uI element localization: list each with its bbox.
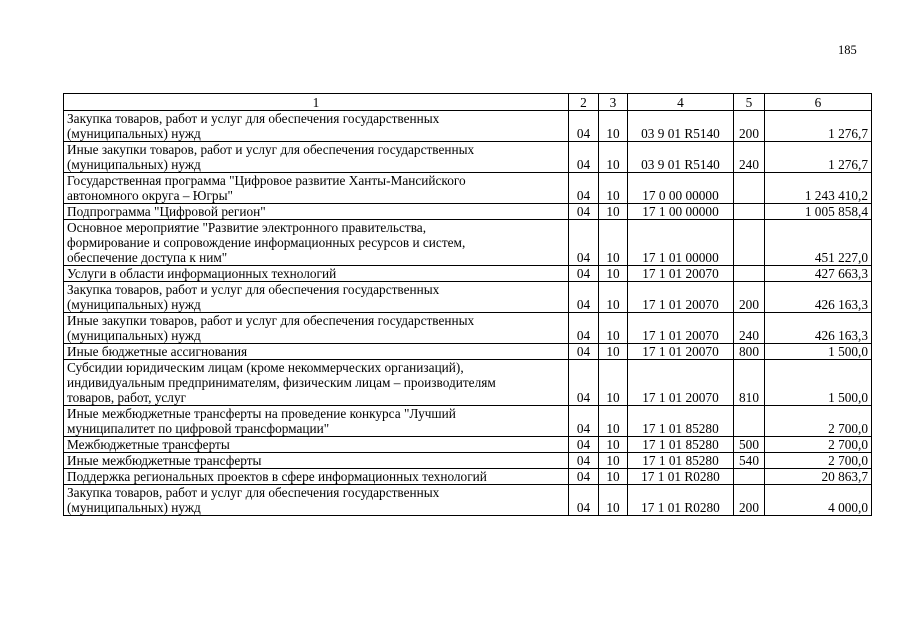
description-line: Закупка товаров, работ и услуг для обеспечения государственных [67, 282, 440, 297]
description-line: Иные межбюджетные трансферты [67, 453, 262, 468]
section-code: 04 [569, 204, 599, 220]
target-article-code: 17 1 01 20070 [628, 313, 734, 344]
target-article-code: 17 1 01 85280 [628, 437, 734, 453]
table-row [64, 142, 872, 173]
section-code: 04 [569, 266, 599, 282]
description-line: Межбюджетные трансферты [67, 437, 230, 452]
amount-value: 1 276,7 [765, 111, 872, 142]
row-description [64, 437, 569, 453]
description-line: Иные межбюджетные трансферты на проведение конкурса "Лучший [67, 406, 456, 421]
expense-type-code: 200 [734, 485, 765, 516]
table-row [64, 453, 872, 469]
section-code: 04 [569, 111, 599, 142]
expense-type-code [734, 220, 765, 266]
description-line: (муниципальных) нужд [67, 500, 201, 515]
description-line: (муниципальных) нужд [67, 126, 201, 141]
subsection-code: 10 [599, 453, 628, 469]
target-article-code: 17 1 01 20070 [628, 360, 734, 406]
target-article-code: 17 1 01 R0280 [628, 469, 734, 485]
expense-type-code [734, 266, 765, 282]
expense-type-code [734, 204, 765, 220]
row-description [64, 173, 569, 204]
table-row [64, 360, 872, 406]
subsection-code: 10 [599, 220, 628, 266]
table-row [64, 173, 872, 204]
row-description [64, 111, 569, 142]
section-code: 04 [569, 469, 599, 485]
table-row [64, 406, 872, 437]
row-description [64, 344, 569, 360]
subsection-code: 10 [599, 406, 628, 437]
row-description [64, 485, 569, 516]
section-code: 04 [569, 142, 599, 173]
subsection-code: 10 [599, 204, 628, 220]
amount-value: 427 663,3 [765, 266, 872, 282]
amount-value: 2 700,0 [765, 437, 872, 453]
subsection-code: 10 [599, 282, 628, 313]
subsection-code: 10 [599, 437, 628, 453]
amount-value: 1 500,0 [765, 344, 872, 360]
section-code: 04 [569, 282, 599, 313]
column-header: 5 [734, 94, 765, 111]
table-header-row [64, 94, 872, 111]
expense-type-code [734, 173, 765, 204]
target-article-code: 17 1 01 00000 [628, 220, 734, 266]
table-row [64, 469, 872, 485]
expense-type-code: 240 [734, 313, 765, 344]
description-line: формирование и сопровождение информационных ресурсов и систем, [67, 235, 466, 250]
amount-value: 4 000,0 [765, 485, 872, 516]
amount-value: 426 163,3 [765, 313, 872, 344]
table-row [64, 485, 872, 516]
description-line: обеспечение доступа к ним" [67, 250, 228, 265]
description-line: Субсидии юридическим лицам (кроме некоммерческих организаций), [67, 360, 464, 375]
column-header: 2 [569, 94, 599, 111]
table-row [64, 313, 872, 344]
subsection-code: 10 [599, 111, 628, 142]
row-description [64, 142, 569, 173]
table-row [64, 282, 872, 313]
column-header: 6 [765, 94, 872, 111]
description-line: Государственная программа "Цифровое развитие Ханты-Мансийского [67, 173, 466, 188]
expense-type-code: 800 [734, 344, 765, 360]
subsection-code: 10 [599, 360, 628, 406]
description-line: Основное мероприятие "Развитие электронного правительства, [67, 220, 427, 235]
target-article-code: 03 9 01 R5140 [628, 111, 734, 142]
section-code: 04 [569, 220, 599, 266]
target-article-code: 17 0 00 00000 [628, 173, 734, 204]
subsection-code: 10 [599, 485, 628, 516]
table-row [64, 111, 872, 142]
amount-value: 1 005 858,4 [765, 204, 872, 220]
row-description [64, 266, 569, 282]
description-line: Поддержка региональных проектов в сфере информационных технологий [67, 469, 487, 484]
section-code: 04 [569, 485, 599, 516]
expense-type-code: 500 [734, 437, 765, 453]
amount-value: 1 276,7 [765, 142, 872, 173]
description-line: Закупка товаров, работ и услуг для обеспечения государственных [67, 485, 440, 500]
target-article-code: 17 1 00 00000 [628, 204, 734, 220]
description-line: муниципалитет по цифровой трансформации" [67, 421, 330, 436]
description-line: Иные закупки товаров, работ и услуг для обеспечения государственных [67, 142, 475, 157]
target-article-code: 17 1 01 85280 [628, 453, 734, 469]
expense-type-code [734, 406, 765, 437]
table-row [64, 220, 872, 266]
amount-value: 2 700,0 [765, 453, 872, 469]
amount-value: 451 227,0 [765, 220, 872, 266]
description-line: (муниципальных) нужд [67, 157, 201, 172]
row-description [64, 313, 569, 344]
page-number: 185 [838, 43, 857, 57]
table-row [64, 266, 872, 282]
description-line: индивидуальным предпринимателям, физическим лицам – производителям [67, 375, 496, 390]
subsection-code: 10 [599, 266, 628, 282]
subsection-code: 10 [599, 142, 628, 173]
amount-value: 20 863,7 [765, 469, 872, 485]
description-line: Подпрограмма "Цифровой регион" [67, 204, 266, 219]
subsection-code: 10 [599, 344, 628, 360]
expense-type-code: 810 [734, 360, 765, 406]
row-description [64, 406, 569, 437]
target-article-code: 17 1 01 20070 [628, 266, 734, 282]
section-code: 04 [569, 173, 599, 204]
section-code: 04 [569, 437, 599, 453]
expense-type-code: 200 [734, 282, 765, 313]
description-line: Иные закупки товаров, работ и услуг для обеспечения государственных [67, 313, 475, 328]
target-article-code: 17 1 01 20070 [628, 344, 734, 360]
target-article-code: 03 9 01 R5140 [628, 142, 734, 173]
expense-type-code: 240 [734, 142, 765, 173]
section-code: 04 [569, 360, 599, 406]
row-description [64, 220, 569, 266]
column-header: 4 [628, 94, 734, 111]
section-code: 04 [569, 344, 599, 360]
row-description [64, 282, 569, 313]
description-line: (муниципальных) нужд [67, 328, 201, 343]
description-line: Иные бюджетные ассигнования [67, 344, 248, 359]
column-header: 1 [64, 94, 569, 111]
section-code: 04 [569, 313, 599, 344]
description-line: товаров, работ, услуг [67, 390, 187, 405]
subsection-code: 10 [599, 313, 628, 344]
table-row [64, 204, 872, 220]
row-description [64, 360, 569, 406]
description-line: Услуги в области информационных технологий [67, 266, 337, 281]
table-row [64, 437, 872, 453]
expense-type-code: 540 [734, 453, 765, 469]
row-description [64, 453, 569, 469]
description-line: автономного округа – Югры" [67, 188, 233, 203]
target-article-code: 17 1 01 85280 [628, 406, 734, 437]
target-article-code: 17 1 01 20070 [628, 282, 734, 313]
column-header: 3 [599, 94, 628, 111]
amount-value: 1 500,0 [765, 360, 872, 406]
target-article-code: 17 1 01 R0280 [628, 485, 734, 516]
row-description [64, 204, 569, 220]
section-code: 04 [569, 406, 599, 437]
expense-type-code [734, 469, 765, 485]
amount-value: 426 163,3 [765, 282, 872, 313]
description-line: (муниципальных) нужд [67, 297, 201, 312]
subsection-code: 10 [599, 469, 628, 485]
amount-value: 2 700,0 [765, 406, 872, 437]
table-row [64, 344, 872, 360]
section-code: 04 [569, 453, 599, 469]
amount-value: 1 243 410,2 [765, 173, 872, 204]
row-description [64, 469, 569, 485]
subsection-code: 10 [599, 173, 628, 204]
expense-type-code: 200 [734, 111, 765, 142]
budget-table [63, 93, 872, 516]
description-line: Закупка товаров, работ и услуг для обеспечения государственных [67, 111, 440, 126]
